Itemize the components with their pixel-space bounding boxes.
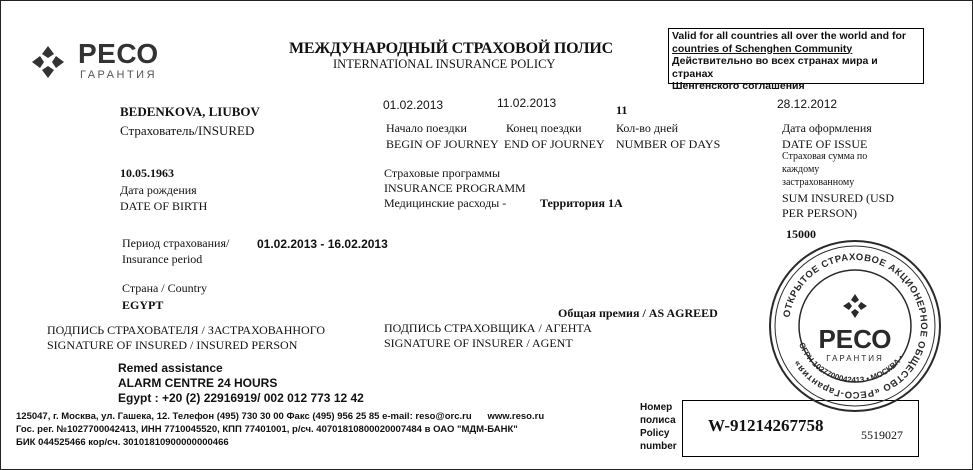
sum-label-en-1: SUM INSURED (USD: [782, 191, 895, 205]
validity-line-4: Шенгенского соглашения: [672, 80, 805, 92]
program-territory: Территория 1А: [540, 196, 623, 210]
logo-subtitle: ГАРАНТИЯ: [80, 69, 158, 81]
begin-label-en: BEGIN OF JOURNEY: [386, 137, 499, 151]
stamp-name: РЕСО: [818, 324, 892, 354]
stamp-subtitle: ГАРАНТИЯ: [826, 354, 884, 363]
program-label-en: INSURANCE PROGRAMM: [384, 181, 526, 195]
sig-insured-en: SIGNATURE OF INSURED / INSURED PERSON: [47, 338, 298, 352]
sum-value: 15000: [786, 227, 816, 241]
company-stamp: [767, 238, 943, 414]
begin-label-ru: Начало поездки: [386, 121, 467, 135]
end-label-en: END OF JOURNEY: [504, 137, 605, 151]
validity-line-1: Valid for all countries all over the world and for: [672, 30, 906, 42]
policy-number-value: W-91214267758: [708, 416, 824, 435]
days-label-ru: Кол-во дней: [616, 121, 679, 135]
insured-label: Страхователь/INSURED: [120, 123, 255, 138]
title-en: INTERNATIONAL INSURANCE POLICY: [333, 57, 556, 71]
assistance-phone: Egypt : +20 (2) 22916919/ 002 012 773 12 42: [118, 391, 364, 405]
policy-number-label-1: Номер: [640, 402, 673, 413]
sig-insurer-en: SIGNATURE OF INSURER / AGENT: [384, 336, 573, 350]
policy-number-label-2: полиса: [640, 415, 676, 426]
policy-number-label-4: number: [640, 441, 677, 452]
issue-date: 28.12.2012: [777, 97, 838, 111]
premium: Общая премия / AS AGREED: [558, 306, 718, 320]
validity-line-2: countries of Schenghen Community: [672, 42, 853, 55]
birth-label-ru: Дата рождения: [120, 183, 197, 197]
days-label-en: NUMBER OF DAYS: [616, 137, 721, 151]
validity-box: [668, 28, 924, 92]
birth-date: 10.05.1963: [120, 166, 174, 180]
issue-label-ru: Дата оформления: [782, 121, 872, 135]
period-label-en: Insurance period: [122, 252, 203, 266]
stamp-graphic: [767, 238, 943, 414]
begin-date: 01.02.2013: [383, 98, 444, 112]
issue-label-en: DATE OF ISSUE: [782, 137, 868, 151]
program-medical: Медицинские расходы -: [384, 196, 507, 210]
sig-insurer-ru: ПОДПИСЬ СТРАХОВЩИКА / АГЕНТА: [384, 321, 592, 335]
end-label-ru: Конец поездки: [506, 121, 582, 135]
assistance-alarm: ALARM CENTRE 24 HOURS: [118, 376, 278, 390]
sum-label-ru-1: Страховая сумма по: [782, 151, 868, 162]
days-value: 11: [616, 103, 628, 117]
sig-insured-ru: ПОДПИСЬ СТРАХОВАТЕЛЯ / ЗАСТРАХОВАННОГО: [47, 323, 326, 337]
policy-number-label-3: Policy: [640, 428, 670, 439]
policy-number-code: 5519027: [861, 428, 903, 442]
footer-line-2: Гос. рег. №1027700042413, ИНН 7710045520, КПП 77401001, р/сч. 40701810800020007484 в ОАО "МДМ-БАНК": [16, 424, 518, 435]
stamp-logo-icon: [843, 294, 867, 318]
sum-label-en-2: PER PERSON): [782, 206, 858, 220]
birth-label-en: DATE OF BIRTH: [120, 199, 208, 213]
sum-label-ru-3: застрахованному: [782, 177, 855, 188]
program-label-ru: Страховые программы: [384, 166, 501, 180]
footer-line-3: БИК 044525466 кор/сч. 30101810900000000466: [16, 437, 229, 448]
end-date: 11.02.2013: [497, 96, 557, 110]
title-ru: МЕЖДУНАРОДНЫЙ СТРАХОВОЙ ПОЛИС: [289, 40, 613, 57]
stamp-ogrn-text: ОГРН 1027700042413 • МОСКВА •: [797, 341, 906, 385]
footer-line-1: 125047, г. Москва, ул. Гашека, 12. Телефон (495) 730 30 00 Факс (495) 956 25 85 e-mail: reso@orc.ru www.reso.ru: [16, 411, 545, 422]
stamp-ring-text: ОТКРЫТОЕ СТРАХОВОЕ АКЦИОНЕРНОЕ ОБЩЕСТВО «РЕСО-Гарантия»: [781, 251, 930, 401]
country-value: EGYPT: [122, 298, 164, 312]
period-label-ru: Период страхования/: [122, 236, 230, 250]
country-label: Страна / Country: [122, 281, 207, 295]
sum-label-ru-2: каждому: [782, 164, 820, 175]
logo-name: РЕСО: [78, 38, 159, 69]
validity-line-3: Действительно во всех странах мира и странах: [672, 55, 878, 80]
period-value: 01.02.2013 - 16.02.2013: [257, 237, 388, 251]
insured-name: BEDENKOVA, LIUBOV: [120, 104, 260, 119]
reso-logo-icon: [30, 44, 66, 80]
assistance-name: Remed assistance: [118, 361, 223, 375]
